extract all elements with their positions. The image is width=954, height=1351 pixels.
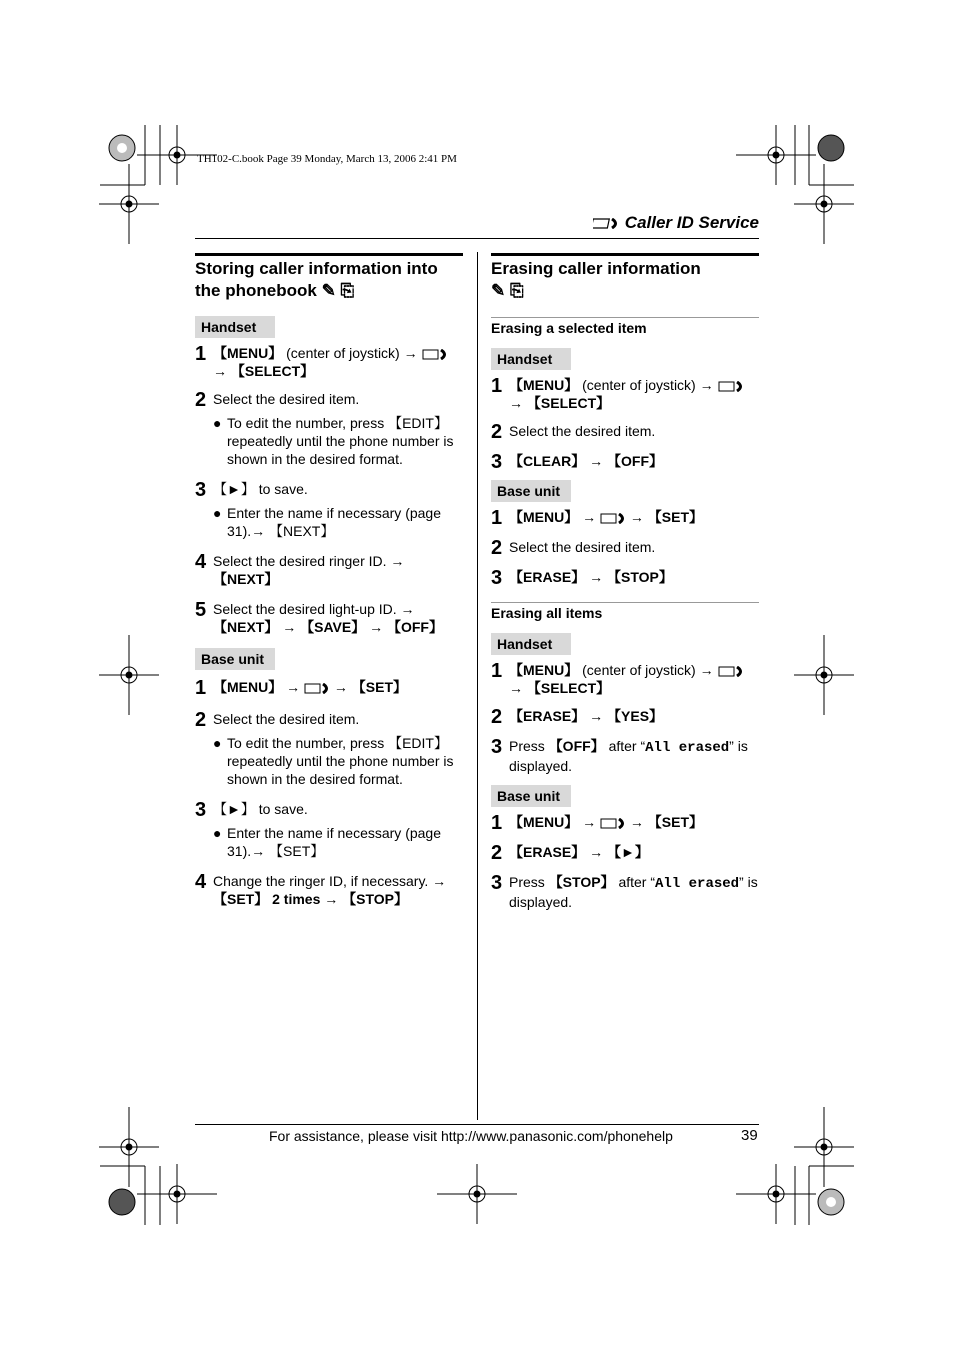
- step: 4 Change the ringer ID, if necessary. → 【SET】 2 times → 【STOP】: [195, 871, 447, 907]
- column-divider: [477, 252, 478, 1120]
- step: 1 【MENU】 → → 【SET】: [491, 507, 704, 529]
- step: 5 Select the desired light-up ID. → 【NEXT】 → 【SAVE】 → 【OFF】: [195, 599, 443, 635]
- base-unit-label: Base unit: [195, 648, 275, 670]
- handset-label: Handset: [491, 348, 571, 370]
- left-column: [195, 258, 465, 908]
- caller-id-icon: [600, 513, 626, 524]
- right-title-rule: [491, 253, 759, 256]
- step: 3 Press 【OFF】 after “All erased” is displayed.: [491, 736, 748, 774]
- step: 1 【MENU】 (center of joystick) → → 【SELECT】: [195, 344, 465, 380]
- base-unit-label: Base unit: [491, 480, 571, 502]
- right-column: [491, 258, 759, 911]
- step: 1 【MENU】 → → 【SET】: [491, 812, 704, 834]
- step: 2 Select the desired item.: [491, 537, 656, 559]
- left-title: Storing caller information into the phonebook ✎ ⎘: [195, 259, 438, 300]
- handset-label: Handset: [491, 633, 571, 655]
- handset-label: Handset: [195, 316, 275, 338]
- caller-id-icon: [593, 218, 619, 229]
- step: 2 Select the desired item.: [195, 389, 360, 411]
- step: 3 【►】 to save.: [195, 799, 308, 821]
- phonebook-icon: ⎘: [509, 281, 524, 300]
- step: 1 【MENU】 (center of joystick) → → 【SELECT】: [491, 661, 759, 697]
- step: 2 Select the desired item.: [491, 421, 656, 443]
- caller-id-icon: [718, 666, 744, 677]
- pencil-icon: ✎: [321, 281, 336, 300]
- subsection-title: Erasing a selected item: [491, 320, 647, 336]
- pencil-icon: ✎: [491, 281, 506, 300]
- caller-id-icon: [304, 683, 330, 694]
- section-header: [593, 213, 759, 233]
- bullet: ● To edit the number, press 【EDIT】 repeatedly until the phone number is shown in the desired format.: [213, 415, 454, 467]
- step: 2 【ERASE】 → 【►】: [491, 842, 649, 864]
- section-title: Caller ID Service: [624, 213, 759, 232]
- footer-rule: [195, 1124, 759, 1125]
- base-unit-label: Base unit: [491, 785, 571, 807]
- right-title: Erasing caller information ✎ ⎘: [491, 259, 701, 300]
- bullet: ● To edit the number, press 【EDIT】 repeatedly until the phone number is shown in the desired format.: [213, 735, 454, 787]
- caller-id-icon: [718, 381, 744, 392]
- header-rule: [195, 238, 759, 239]
- subsection-title: Erasing all items: [491, 605, 603, 621]
- step: 1 【MENU】 (center of joystick) → → 【SELECT】: [491, 376, 759, 412]
- left-title-rule: [195, 253, 463, 256]
- book-info-line: TH102-C.book Page 39 Monday, March 13, 2006 2:41 PM: [197, 153, 457, 165]
- step: 1 【MENU】 → → 【SET】: [195, 677, 408, 699]
- caller-id-icon: [600, 818, 626, 829]
- bullet: ● Enter the name if necessary (page 31).→ 【NEXT】: [213, 505, 442, 539]
- caller-id-icon: [422, 349, 448, 360]
- step: 4 Select the desired ringer ID. → 【NEXT】: [195, 551, 405, 587]
- phonebook-icon: ⎘: [340, 281, 355, 300]
- page-number: 39: [741, 1127, 758, 1144]
- step: 3 【►】 to save.: [195, 479, 308, 501]
- step: 3 【ERASE】 → 【STOP】: [491, 567, 673, 589]
- step: 2 Select the desired item.: [195, 709, 360, 731]
- step: 3 Press 【STOP】 after “All erased” is displayed.: [491, 872, 758, 910]
- step: 2 【ERASE】 → 【YES】: [491, 706, 664, 728]
- step: 3 【CLEAR】 → 【OFF】: [491, 451, 663, 473]
- bullet: ● Enter the name if necessary (page 31).→ 【SET】: [213, 825, 442, 859]
- footer-assistance: For assistance, please visit http://www.panasonic.com/phonehelp: [269, 1128, 673, 1144]
